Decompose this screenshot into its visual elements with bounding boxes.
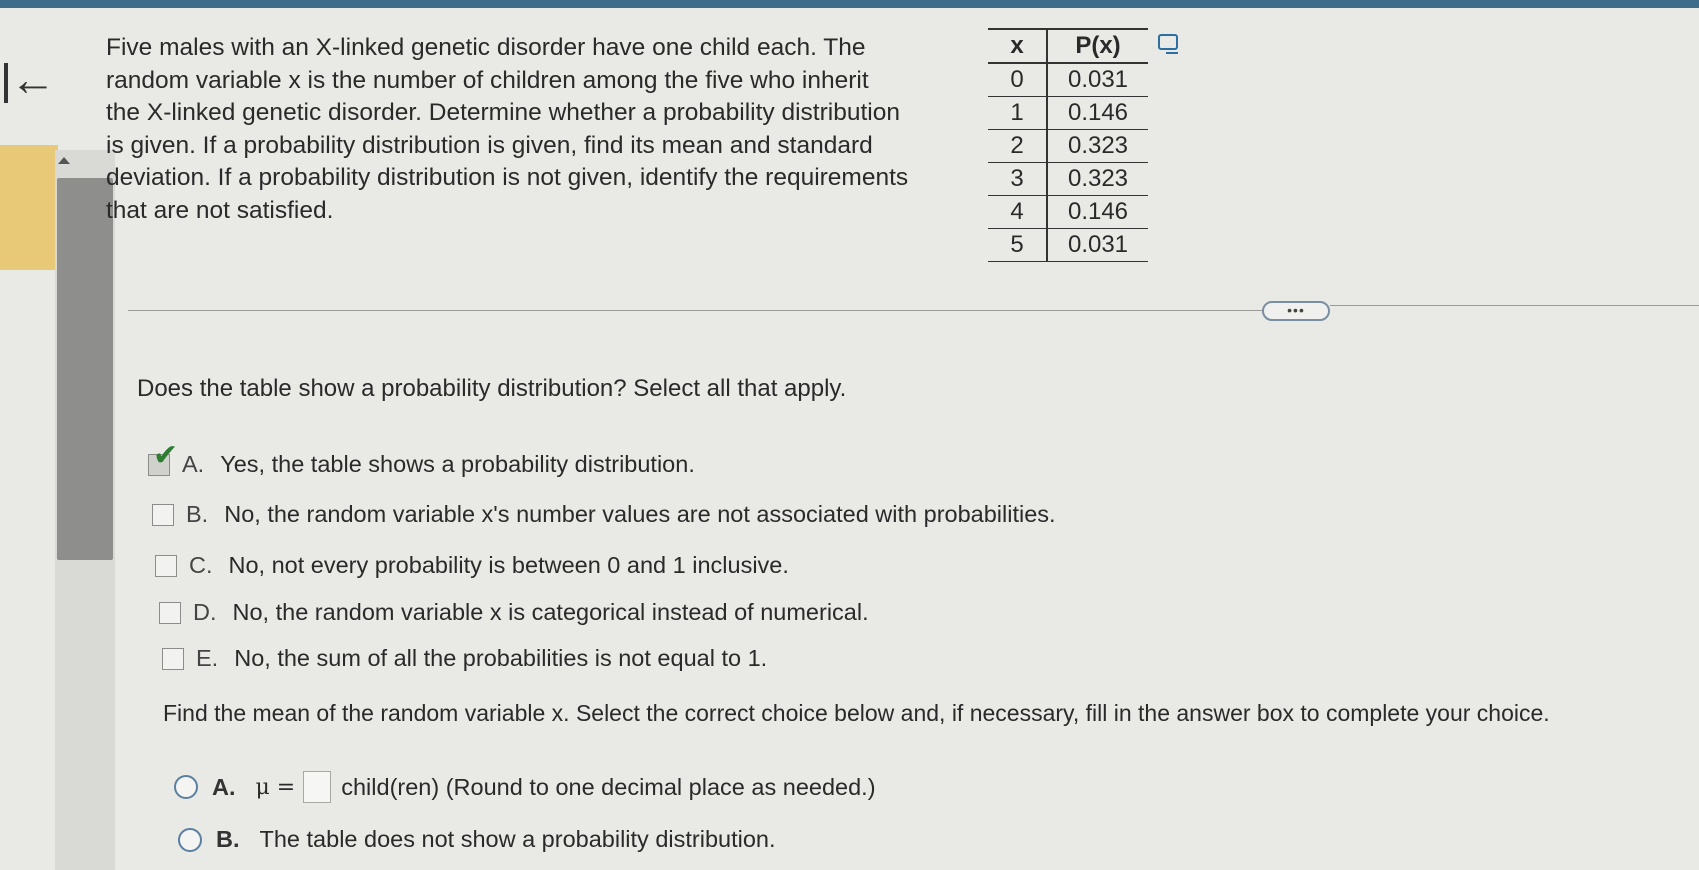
header-px: P(x)	[1047, 29, 1148, 63]
mean-option-a-row[interactable]	[174, 771, 876, 803]
cell-px: 0.031	[1047, 229, 1148, 262]
scrollbar-thumb[interactable]	[57, 178, 113, 560]
section-divider	[128, 310, 1268, 311]
section-divider-right	[1330, 305, 1699, 306]
cell-x: 5	[988, 229, 1047, 262]
option-c-checkbox[interactable]	[155, 555, 177, 577]
mean-option-a-suffix: child(ren) (Round to one decimal place as needed.)	[341, 773, 876, 800]
cell-x: 0	[988, 63, 1047, 97]
mean-option-a-radio[interactable]	[174, 775, 198, 799]
problem-line: deviation. If a probability distribution is not given, identify the requirements	[106, 164, 909, 191]
cell-px: 0.323	[1047, 130, 1148, 163]
cell-x: 3	[988, 163, 1047, 196]
cell-x: 2	[988, 130, 1047, 163]
option-text: No, the random variable x's number values are not associated with probabilities.	[224, 501, 1056, 527]
mean-option-b-text: The table does not show a probability distribution.	[259, 826, 776, 852]
option-b-checkbox-row[interactable]	[152, 501, 1056, 528]
table-row	[988, 196, 1148, 229]
option-text: Yes, the table shows a probability distribution.	[220, 451, 695, 477]
option-letter: A.	[182, 451, 205, 477]
option-letter: D.	[193, 599, 217, 625]
probability-table	[988, 28, 1148, 262]
scroll-up-arrow-icon[interactable]	[58, 157, 70, 164]
cell-x: 4	[988, 196, 1047, 229]
question2-prompt: Find the mean of the random variable x. Select the correct choice below and, if necessary, fill in the answer box to complete your choice.	[163, 700, 1550, 726]
option-text: No, the sum of all the probabilities is not equal to 1.	[234, 645, 768, 671]
table-row	[988, 229, 1148, 262]
cell-px: 0.146	[1047, 97, 1148, 130]
table-row	[988, 63, 1148, 97]
option-letter: B.	[216, 826, 240, 852]
option-d-checkbox-row[interactable]	[159, 599, 869, 626]
option-a-checkbox-row[interactable]	[148, 438, 695, 478]
header-x: x	[988, 29, 1047, 63]
option-text: No, not every probability is between 0 and 1 inclusive.	[228, 552, 789, 578]
table-header-row	[988, 29, 1148, 63]
cell-x: 1	[988, 97, 1047, 130]
problem-line: is given. If a probability distribution is given, find its mean and standard	[106, 131, 873, 159]
problem-line: that are not satisfied.	[106, 196, 334, 224]
top-bar	[0, 0, 1699, 8]
more-button[interactable]: •••	[1262, 301, 1330, 321]
table-row	[988, 163, 1148, 196]
option-a-checkbox[interactable]	[148, 438, 179, 476]
cell-px: 0.031	[1047, 63, 1148, 97]
cell-px: 0.146	[1047, 196, 1148, 229]
option-text: No, the random variable x is categorical instead of numerical.	[232, 599, 869, 625]
option-d-checkbox[interactable]	[159, 602, 181, 624]
option-letter: C.	[189, 552, 213, 578]
problem-line: Five males with an X-linked genetic disorder have one child each. The	[106, 34, 866, 61]
mu-symbol: μ =	[255, 774, 296, 800]
table-row	[988, 97, 1148, 130]
left-highlight-strip	[0, 145, 58, 270]
back-to-start-icon[interactable]: ←	[4, 56, 56, 103]
option-letter: E.	[196, 645, 219, 671]
table-row	[988, 130, 1148, 163]
option-letter: A.	[212, 773, 236, 800]
copy-table-icon[interactable]	[1158, 34, 1178, 50]
option-b-checkbox[interactable]	[152, 504, 174, 526]
cell-px: 0.323	[1047, 163, 1148, 196]
option-e-checkbox-row[interactable]	[162, 645, 767, 672]
problem-line: random variable x is the number of children among the five who inherit	[106, 66, 869, 94]
question1-prompt: Does the table show a probability distribution? Select all that apply.	[137, 375, 847, 402]
option-c-checkbox-row[interactable]	[155, 552, 789, 579]
mean-option-b-row[interactable]	[178, 826, 776, 853]
option-letter: B.	[186, 501, 209, 527]
mean-option-b-radio[interactable]	[178, 828, 202, 852]
checkmark-icon: ✔	[153, 438, 179, 472]
option-e-checkbox[interactable]	[162, 648, 184, 670]
mean-answer-input[interactable]	[303, 771, 331, 803]
problem-line: the X-linked genetic disorder. Determine whether a probability distribution	[106, 99, 900, 126]
problem-statement	[106, 32, 986, 227]
